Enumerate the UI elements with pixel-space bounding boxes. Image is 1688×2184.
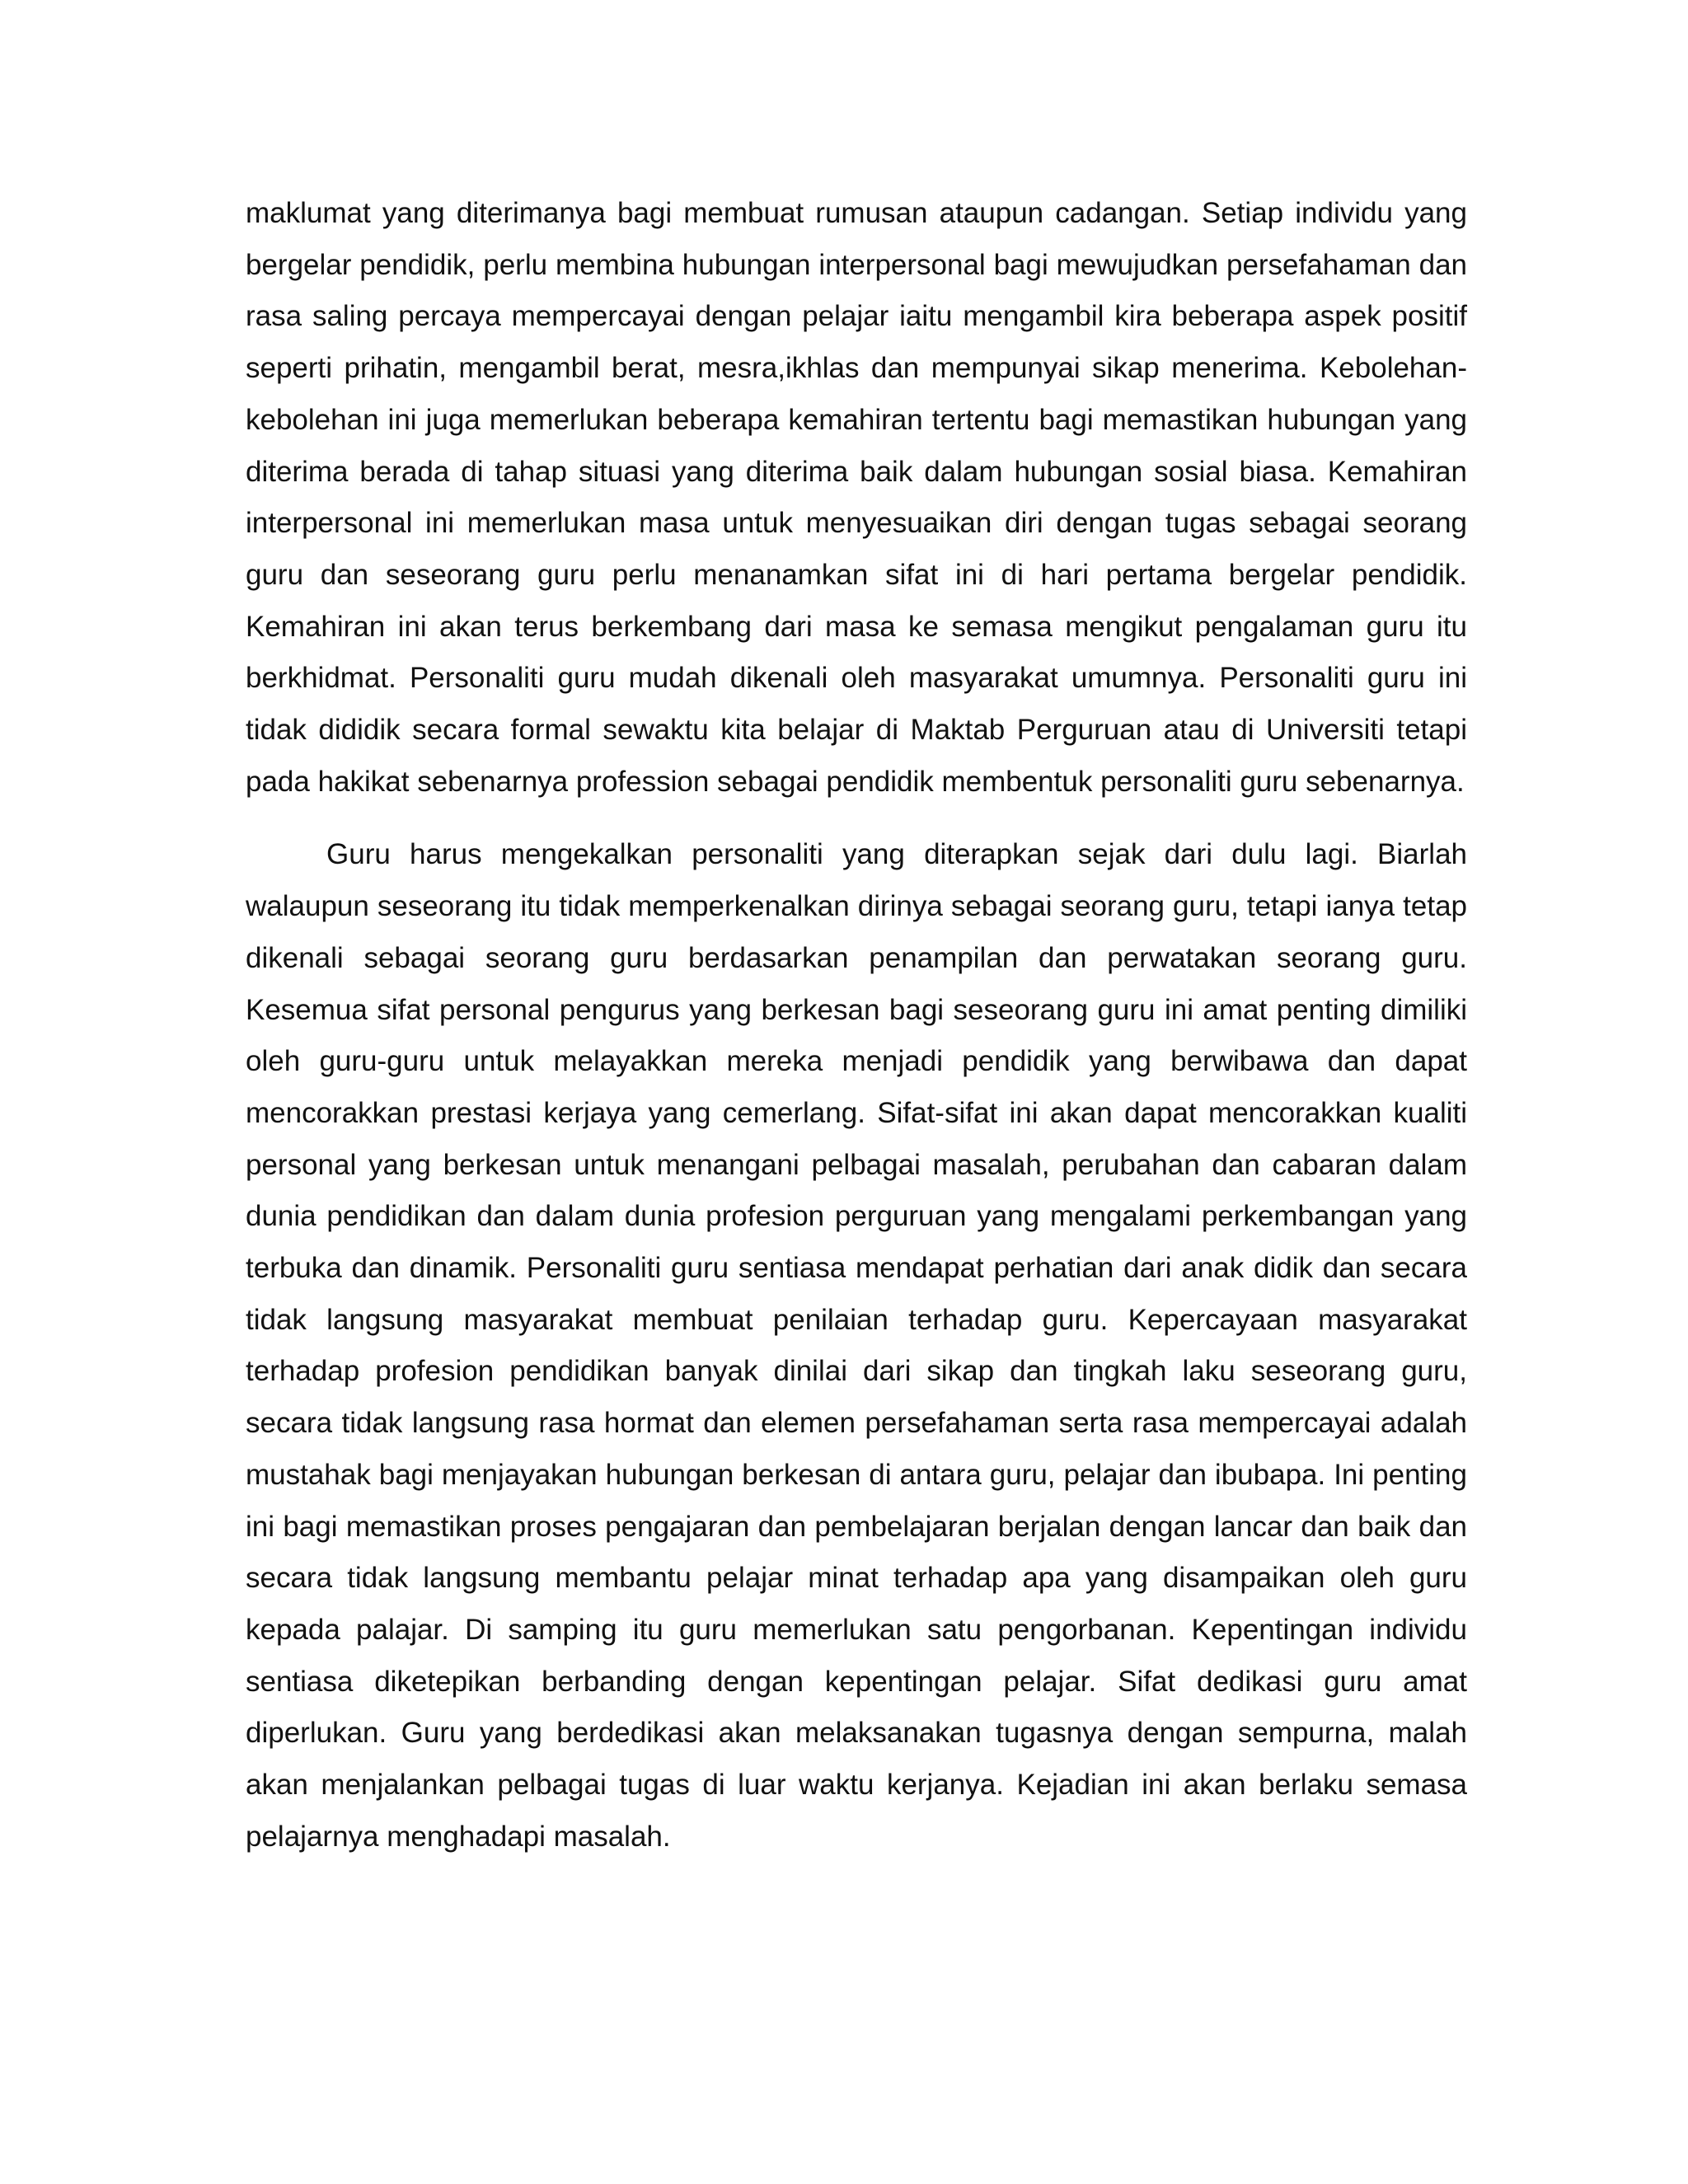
body-text [246, 188, 1467, 1863]
paragraph-2: Guru harus mengekalkan personaliti yang diterapkan sejak dari dulu lagi. Biarlah walaupun seseorang itu tidak memperkenalkan dirinya sebagai seorang guru, tetapi ianya tetap dikenali sebagai seorang guru berdasarkan penampilan dan perwatakan seorang guru. Kesemua sifat personal pengurus yang berkesan bagi seseorang guru ini amat penting dimiliki oleh guru-guru untuk melayakkan mereka menjadi pendidik yang berwibawa dan dapat mencorakkan prestasi kerjaya yang cemerlang. Sifat-sifat ini akan dapat mencorakkan kualiti personal yang berkesan untuk menangani pelbagai masalah, perubahan dan cabaran dalam dunia pendidikan dan dalam dunia profesion perguruan yang mengalami perkembangan yang terbuka dan dinamik. Personaliti guru sentiasa mendapat perhatian dari anak didik dan secara tidak langsung masyarakat membuat penilaian terhadap guru. Kepercayaan masyarakat terhadap profesion pendidikan banyak dinilai dari sikap dan tingkah laku seseorang guru, secara tidak langsung rasa hormat dan elemen persefahaman serta rasa mempercayai adalah mustahak bagi menjayakan hubungan berkesan di antara guru, pelajar dan ibubapa. Ini penting ini bagi memastikan proses pengajaran dan pembelajaran berjalan dengan lancar dan baik dan secara tidak langsung membantu pelajar minat terhadap apa yang disampaikan oleh guru kepada palajar. Di samping itu guru memerlukan satu pengorbanan. Kepentingan individu sentiasa diketepikan berbanding dengan kepentingan pelajar. Sifat dedikasi guru amat diperlukan. Guru yang berdedikasi akan melaksanakan tugasnya dengan sempurna, malah akan menjalankan pelbagai tugas di luar waktu kerjanya. Kejadian ini akan berlaku semasa pelajarnya menghadapi masalah. [246, 838, 1467, 1853]
paragraph-1: maklumat yang diterimanya bagi membuat rumusan ataupun cadangan. Setiap individu yang bergelar pendidik, perlu membina hubungan interpersonal bagi mewujudkan persefahaman dan rasa saling percaya mempercayai dengan pelajar iaitu mengambil kira beberapa aspek positif seperti prihatin, mengambil berat, mesra,ikhlas dan mempunyai sikap menerima. Kebolehan-kebolehan ini juga memerlukan beberapa kemahiran tertentu bagi memastikan hubungan yang diterima berada di tahap situasi yang diterima baik dalam hubungan sosial biasa. Kemahiran interpersonal ini memerlukan masa untuk menyesuaikan diri dengan tugas sebagai seorang guru dan seseorang guru perlu menanamkan sifat ini di hari pertama bergelar pendidik. Kemahiran ini akan terus berkembang dari masa ke semasa mengikut pengalaman guru itu berkhidmat. Personaliti guru mudah dikenali oleh masyarakat umumnya. Personaliti guru ini tidak dididik secara formal sewaktu kita belajar di Maktab Perguruan atau di Universiti tetapi pada hakikat sebenarnya profession sebagai pendidik membentuk personaliti guru sebenarnya. [246, 197, 1467, 798]
